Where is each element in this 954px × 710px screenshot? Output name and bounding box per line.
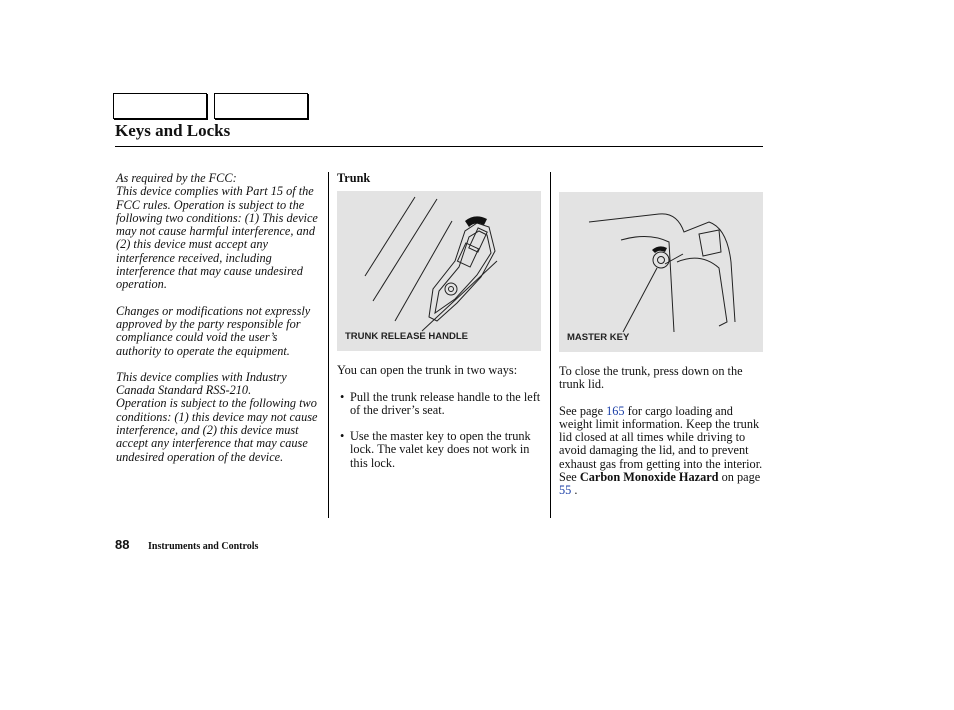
cargo-text-4: . [571,483,578,498]
trunk-release-handle-illustration [337,191,541,351]
master-key-figure [559,192,763,352]
column-divider-1 [328,172,329,518]
list-item [337,391,544,418]
bullet-marker: • [340,429,345,444]
column-divider-2 [550,172,551,518]
fcc-block-2 [116,305,324,358]
trunk-section [337,172,544,483]
fcc-text: This device complies with Part 15 of the FCC rules. Operation is subject to the following two conditions: (1) This device may not cause harmful interference, and (2) this device must accept any interference received, including interference that may cause undesired operation. [116,184,318,292]
page-number: 88 [115,537,130,552]
title-rule [115,146,763,147]
master-key-illustration [559,192,763,352]
nav-box-next[interactable] [214,93,308,119]
page-link-165[interactable]: 165 [606,403,625,418]
bullet-text: Pull the trunk release handle to the left of the driver’s seat. [350,389,541,417]
page-link-55[interactable]: 55 [559,483,572,498]
ic-text: Operation is subject to the following two conditions: (1) this device may not cause interference, and (2) this device must accept any interference that may cause undesired operation of the device. [116,396,318,464]
cargo-text-2: for cargo loading and weight limit information. Keep the trunk lid closed at all times while driving to avoid damaging the lid, and to prevent exhaust gas from getting into the interior. See [559,403,763,485]
ic-heading: This device complies with Industry Canada Standard RSS-210. [116,369,287,398]
close-instruction: To close the trunk, press down on the trunk lid. [559,364,743,392]
bullet-text: Use the master key to open the trunk lock. The valet key does not work in this lock. [350,429,531,470]
section-heading-trunk: Trunk [337,171,371,185]
page-title: Keys and Locks [115,121,231,140]
cargo-text-3: on page [718,470,761,485]
nav-box-previous[interactable] [113,93,207,119]
cargo-text-1: See page [559,403,607,418]
cargo-info [559,405,764,498]
section-name: Instruments and Controls [148,541,259,552]
carbon-monoxide-hazard-ref: Carbon Monoxide Hazard [579,470,719,485]
list-item [337,430,544,470]
fcc-modifications-text: Changes or modifications not expressly approved by the party responsible for compliance could void the user’s authority to operate the equipment. [116,303,311,358]
trunk-open-methods [337,391,544,470]
figure-label-trunk-release-handle: TRUNK RELEASE HANDLE [345,331,468,342]
fcc-block-1 [116,172,324,292]
bullet-marker: • [340,389,345,404]
fcc-notice [116,172,324,477]
trunk-intro: You can open the trunk in two ways: [337,363,518,378]
trunk-release-handle-figure [337,191,541,351]
figure-label-master-key: MASTER KEY [567,331,630,343]
fcc-heading: As required by the FCC: [116,171,237,185]
trunk-close-section [559,172,764,498]
fcc-block-3 [116,371,324,464]
